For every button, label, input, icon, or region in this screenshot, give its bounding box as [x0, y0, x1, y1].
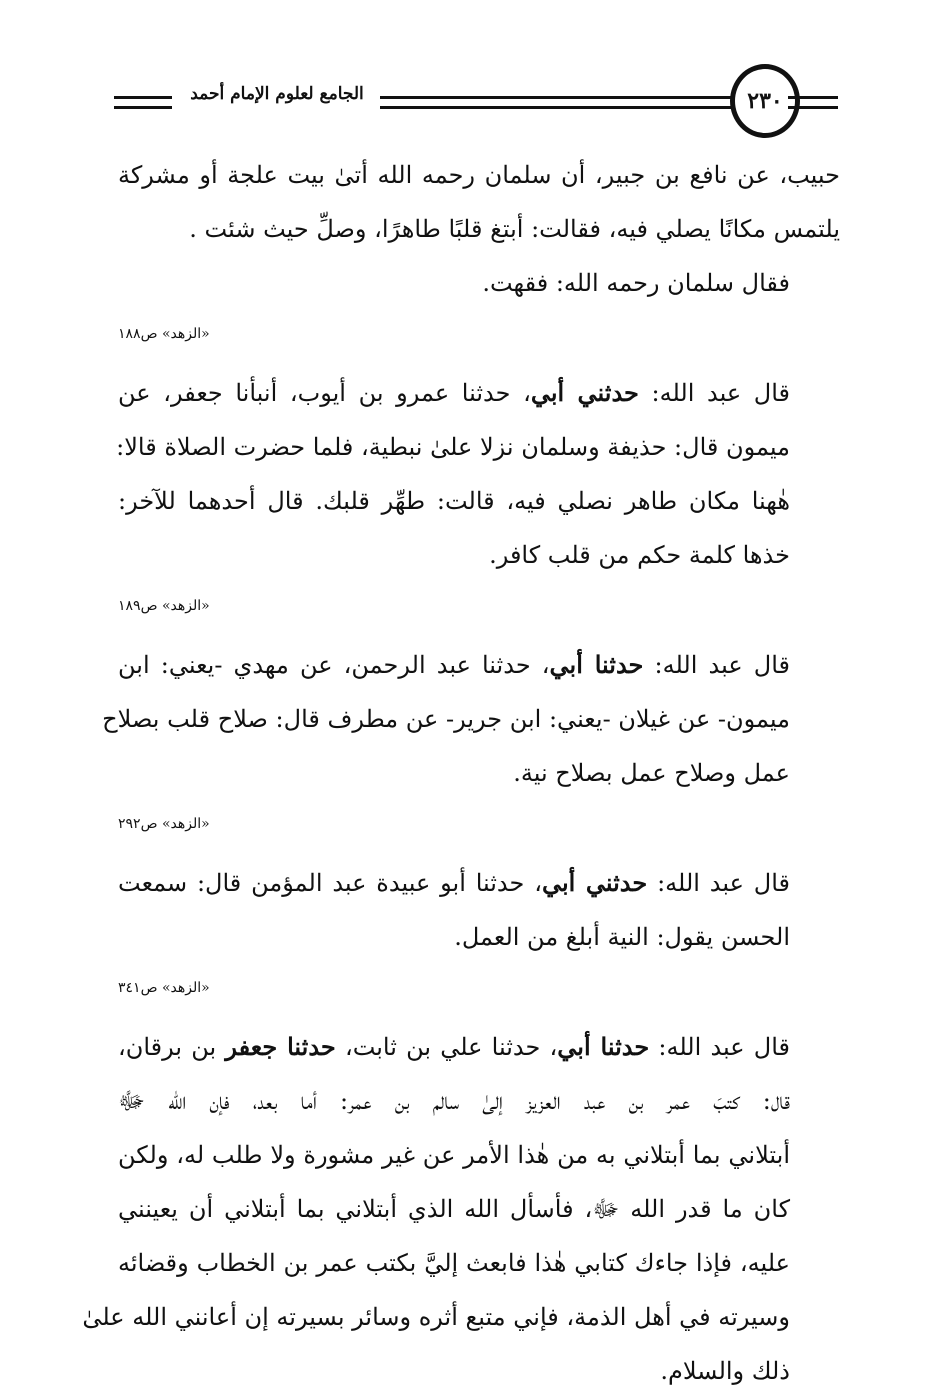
- text-paragraph: [118, 148, 840, 256]
- text-line: يلتمس مكانًا يصلي فيه، فقالت: أبتغ قلبًا طاهرًا، وصلِّ حيث شئت .: [189, 215, 840, 243]
- text-line: فقال سلمان رحمه الله: فقهت.: [482, 269, 790, 297]
- text-line: قال: كتبَ عمر بن عبد العزيز إلىٰ سالم بن عمر: أما بعد، فإن الله ﷻ: [118, 1087, 791, 1115]
- page-body: [82, 148, 840, 1398]
- text-line: حبيب، عن نافع بن جبير، أن سلمان رحمه الله أتىٰ بيت علجة أو مشركة: [118, 161, 840, 189]
- text-line: ميمون- عن غيلان -يعني: ابن جرير- عن مطرف قال: صلاح قلب بصلاح: [102, 705, 790, 733]
- text-line: خذها كلمة حكم من قلب كافر.: [489, 541, 790, 569]
- text-line: أبتلاني بما أبتلاني به من هٰذا الأمر عن غير مشورة ولا طلب له، ولكن: [118, 1141, 790, 1169]
- source-reference: «الزهد» ص١٨٩: [118, 598, 210, 614]
- text-line: ميمون قال: حذيفة وسلمان نزلا علىٰ نبطية، فلما حضرت الصلاة قالا:: [116, 433, 790, 461]
- text-line: قال عبد الله: حدثني أبي، حدثنا أبو عبيدة عبد المؤمن قال: سمعت: [118, 868, 790, 897]
- text-line: هٰهنا مكان طاهر نصلي فيه، قالت: طهِّر قلبك. قال أحدهما للآخر:: [118, 487, 790, 515]
- text-paragraph: [118, 856, 840, 964]
- page-number: ٢٣٠: [730, 64, 800, 138]
- text-paragraph: [102, 638, 840, 800]
- text-paragraph: [118, 366, 840, 582]
- text-line: عليه، فإذا جاءك كتابي هٰذا فابعث إليَّ بكتب عمر بن الخطاب وقضائه: [118, 1249, 790, 1277]
- text-line: عمل وصلاح عمل بصلاح نية.: [513, 759, 790, 787]
- text-paragraph: [82, 1020, 840, 1398]
- header-rule-left: [114, 96, 172, 109]
- text-line: قال عبد الله: حدثني أبي، حدثنا عمرو بن أيوب، أنبأنا جعفر، عن: [118, 378, 791, 407]
- page-header: [108, 62, 842, 138]
- source-reference: «الزهد» ص٣٤١: [118, 980, 210, 996]
- text-line: وسيرته في أهل الذمة، فإني متبع أثره وسائر بسيرته إن أعانني الله علىٰ: [82, 1303, 790, 1331]
- running-title: الجامع لعلوم الإمام أحمد: [190, 84, 364, 104]
- text-line: الحسن يقول: النية أبلغ من العمل.: [454, 923, 790, 951]
- source-reference: «الزهد» ص١٨٨: [118, 326, 210, 342]
- source-reference: «الزهد» ص٢٩٢: [118, 816, 210, 832]
- text-line: كان ما قدر الله ﷻ، فأسأل الله الذي أبتلاني بما أبتلاني أن يعينني: [118, 1195, 790, 1223]
- header-rule-middle: [380, 96, 732, 109]
- text-paragraph: [118, 256, 840, 310]
- text-line: ذلك والسلام.: [660, 1357, 790, 1385]
- text-line: قال عبد الله: حدثنا أبي، حدثنا عبد الرحمن، عن مهدي -يعني: ابن: [118, 650, 790, 679]
- text-line: قال عبد الله: حدثنا أبي، حدثنا علي بن ثابت، حدثنا جعفر بن برقان،: [118, 1032, 791, 1061]
- header-rule-right: [788, 96, 838, 109]
